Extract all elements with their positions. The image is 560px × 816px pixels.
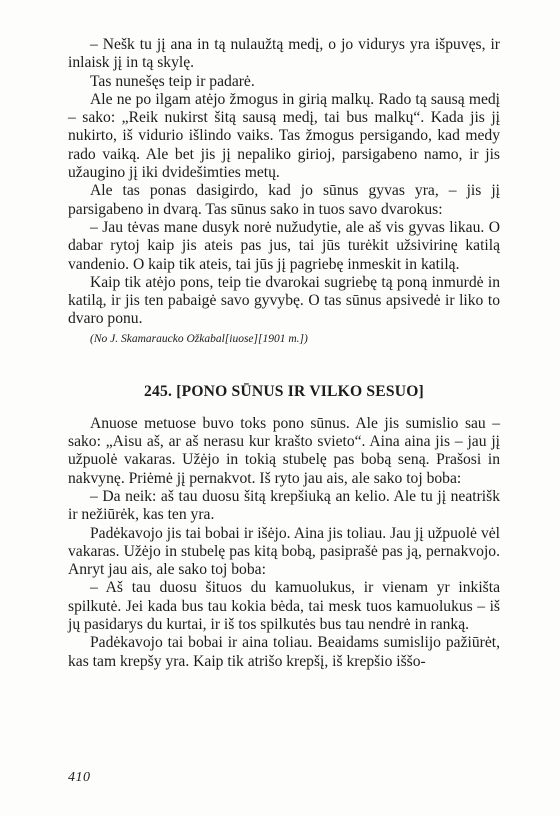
text-block [68, 36, 500, 671]
paragraph: Ale tas ponas dasigirdo, kad jo sūnus gyvas yra, – jis jį parsigabeno in dvarą. Tas sūnus sako in tuos savo dvarokus: [68, 182, 500, 218]
story-heading: 245. [PONO SŪNUS IR VILKO SESUO] [144, 382, 424, 400]
source-note: (No J. Skamaraucko Ožkabal[iuose][1901 m.]) [90, 332, 308, 345]
paragraph: Anuose metuose buvo toks pono sūnus. Ale jis sumislio sau – sako: „Aisu aš, ar aš nerasu kur krašto svieto“. Aina aina jis – jau jį užpuolė vakaras. Užėjo in tokią stubelę pas bobą seną. Prašosi in nakvynę. Priėmė jį pernakvot. Iš ryto jau ais, ale sako toj boba: [68, 414, 500, 487]
paragraph: – Da neik: aš tau duosu šitą krepšiuką an kelio. Ale tu jį neatrišk ir nežiūrėk, kas ten yra. [68, 487, 500, 524]
paragraph: Tas nunešęs teip ir padarė. [90, 72, 255, 90]
paragraph: Kaip tik atėjo pons, teip tie dvarokai sugriebę tą poną inmurdė in katilą, ir jis ten pabaigė savo gyvybę. O tas sūnus apsivedė ir liko to dvaro ponu. [68, 273, 500, 328]
page-number: 410 [68, 770, 91, 785]
paragraph: – Aš tau duosu šituos du kamuolukus, ir vienam yr inkišta spilkutė. Jei kada bus tau kokia bėda, tai mesk tuos kamuolukus – iš jų pasidarys du kurtai, ir iš tos spilkutės bus tau nendrė in ranką. [68, 579, 500, 634]
paragraph: – Nešk tu jį ana in tą nulaužtą medį, o jo vidurys yra išpuvęs, ir inlaisk jį in tą skylę. [68, 36, 500, 72]
paragraph: Padėkavojo jis tai bobai ir išėjo. Aina jis toliau. Jau jį užpuolė vėl vakaras. Užėjo in stubelę pas kitą bobą, pasiprašė pas ją, pernakvojo. Anryt jau ais, ale sako toj boba: [68, 524, 500, 579]
paragraph: Ale ne po ilgam atėjo žmogus in girią malkų. Rado tą sausą medį – sako: „Reik nukirst šitą sausą medį, tai bus malkų“. Kada jis jį nukirto, iš vidurio išlindo vaiks. Tas žmogus persigando, kad medy rado vaiką. Ale bet jis jį nepaliko girioj, parsigabeno namo, ir jis užaugino jį iki dvidešimties metų. [68, 90, 500, 182]
paragraph: – Jau tėvas mane dusyk norė nužudytie, ale aš vis gyvas likau. O dabar rytoj kaip jis ateis pas jus, tai jūs turėkit užsivirinę katilą vandenio. O kaip tik ateis, tai jūs jį pagriebę inmeskit in katilą. [68, 218, 500, 273]
paragraph: Padėkavojo tai bobai ir aina toliau. Beaidams sumislijo pažiūrėt, kas tam krepšy yra. Kaip tik atrišo krepšį, iš krepšio iššo- [68, 634, 500, 670]
